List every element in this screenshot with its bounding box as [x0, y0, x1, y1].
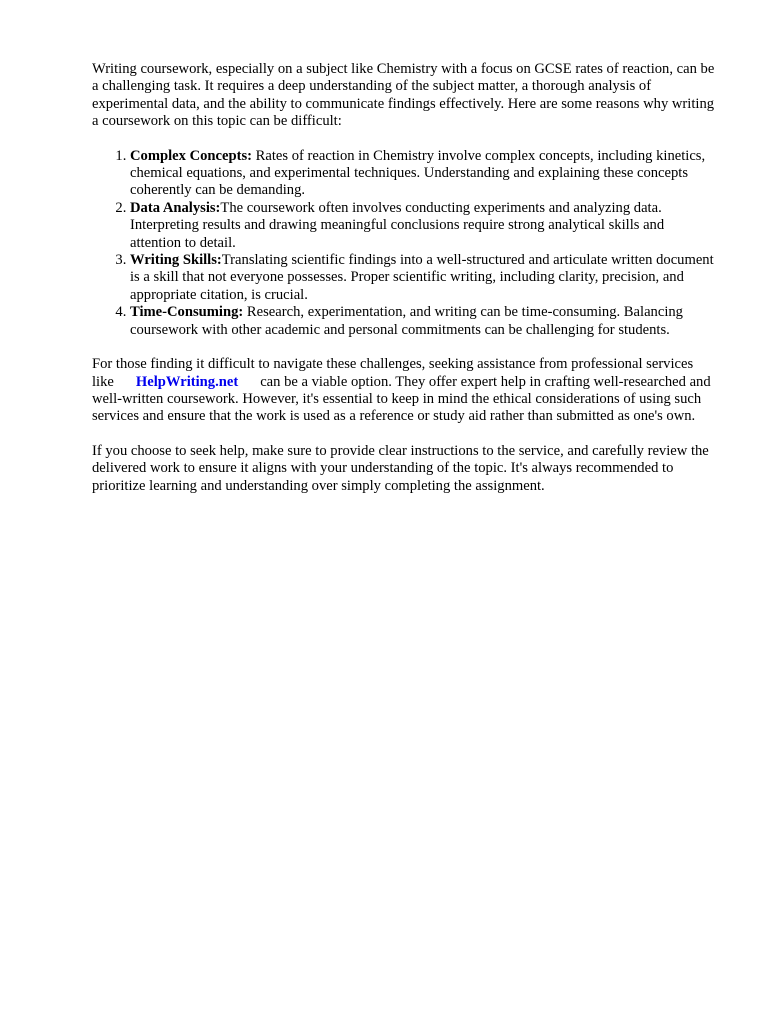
document-page	[92, 61, 716, 512]
list-item-term: Data Analysis:	[130, 199, 221, 216]
list-item-term: Time-Consuming:	[130, 304, 244, 321]
help-paragraph-before: For those finding it difficult to navigate these challenges, seeking assistance from professional services like	[92, 356, 694, 390]
list-item	[130, 252, 716, 304]
reasons-list	[92, 148, 716, 339]
list-item	[130, 304, 716, 339]
help-paragraph-after: can be a viable option. They offer expert help in crafting well-researched and well-written coursework. However, it's essential to keep in mind the ethical considerations of using such services and ensure that the work is used as a reference or study aid rather than submitted as one's own.	[92, 373, 711, 425]
list-item	[130, 148, 716, 200]
list-item-term: Complex Concepts:	[130, 147, 253, 164]
intro-paragraph: Writing coursework, especially on a subject like Chemistry with a focus on GCSE rates of reaction, can be a challenging task. It requires a deep understanding of the subject matter, a thorough analysis of experimental data, and the ability to communicate findings effectively. Here are some reasons why writing a coursework on this topic can be difficult:	[92, 61, 715, 130]
list-item-text: Research, experimentation, and writing can be time-consuming. Balancing coursework with other academic and personal commitments can be challenging for students.	[130, 304, 683, 338]
list-item-term: Writing Skills:	[130, 252, 222, 269]
list-item-text: The coursework often involves conducting experiments and analyzing data. Interpreting results and drawing meaningful conclusions require strong analytical skills and attention to detail.	[130, 199, 665, 251]
list-item-text: Translating scientific findings into a well-structured and articulate written document is a skill that not everyone possesses. Proper scientific writing, including clarity, precision, and appropriate citation, is crucial.	[130, 252, 714, 303]
list-item	[130, 200, 716, 252]
list-item-text: Rates of reaction in Chemistry involve complex concepts, including kinetics, chemical equations, and experimental techniques. Understanding and explaining these concepts coherently can be demanding.	[130, 147, 706, 199]
help-paragraph	[92, 356, 716, 426]
helpwriting-link[interactable]: HelpWriting.net	[135, 373, 239, 390]
closing-paragraph: If you choose to seek help, make sure to provide clear instructions to the service, and carefully review the delivered work to ensure it aligns with your understanding of the topic. It's always recommended to prioritize learning and understanding over simply completing the assignment.	[92, 442, 709, 494]
